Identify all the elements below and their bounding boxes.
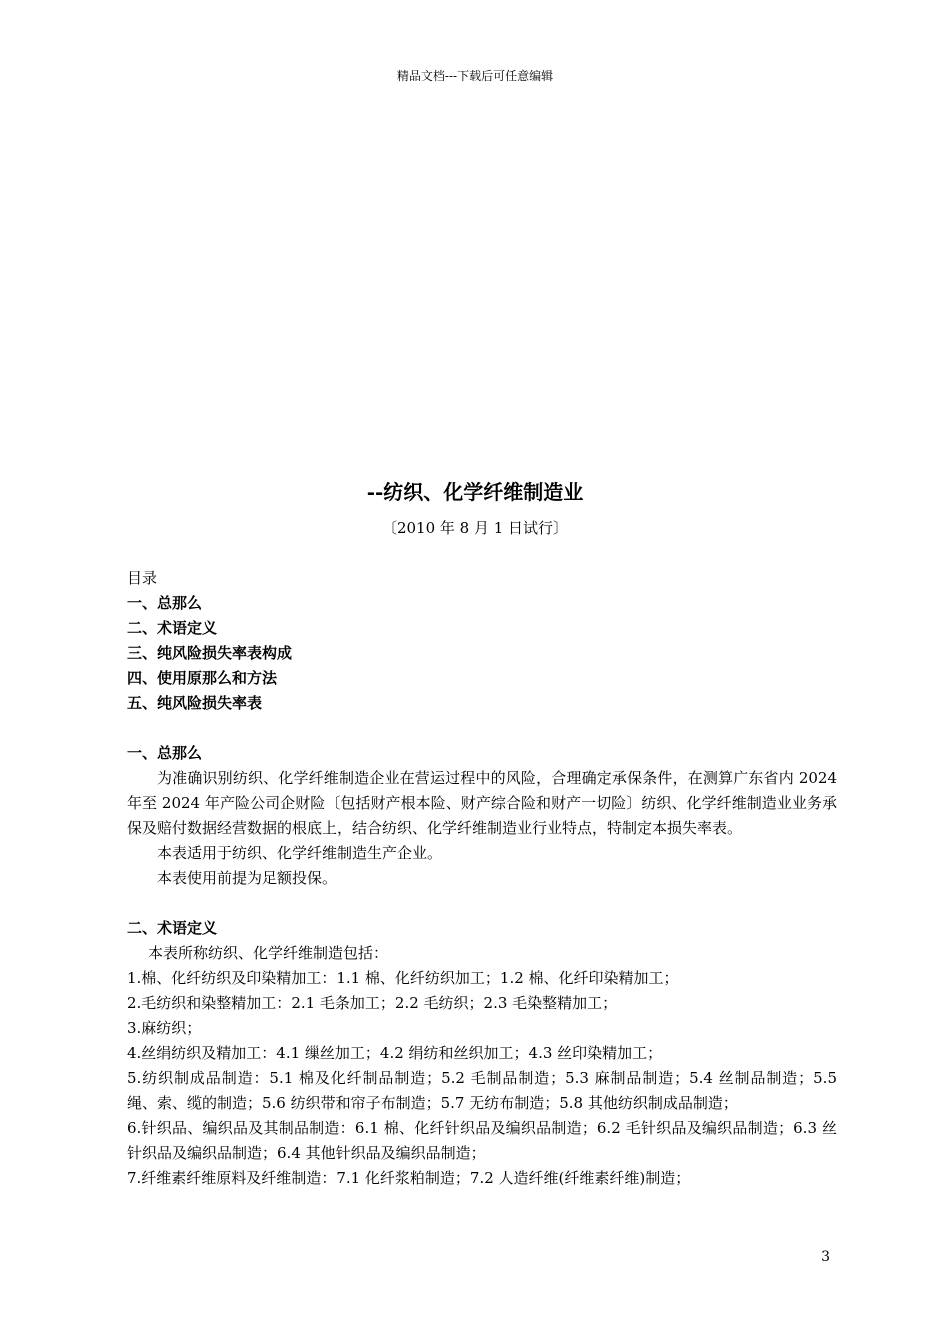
section-intro: 本表所称纺织、化学纤维制造包括： [148,944,389,962]
toc-item: 一、总那么 [127,594,203,612]
page-number: 3 [821,1249,830,1265]
table-of-contents [127,566,837,716]
definition-item: 1.棉、化纤纺织及印染精加工：1.1 棉、化纤纺织加工；1.2 棉、化纤印染精加工； [127,969,679,987]
definition-item: 4.丝绢纺织及精加工：4.1 缫丝加工；4.2 绢纺和丝织加工；4.3 丝印染精加工； [127,1044,663,1062]
definition-item: 5.纺织制成品制造：5.1 棉及化纤制品制造；5.2 毛制品制造；5.3 麻制品制造；5.4 丝制品制造；5.5 绳、索、缆的制造；5.6 纺织带和帘子布制造；5.7 无纺布制造；5.8 其他纺织制成品制造； [127,1069,837,1112]
section-heading: 二、术语定义 [127,919,218,937]
section-paragraph: 本表适用于纺织、化学纤维制造生产企业。 [157,844,443,862]
page-header-note: 精品文档---下载后可任意编辑 [396,69,554,83]
toc-item: 四、使用原那么和方法 [127,669,278,687]
toc-item: 五、纯风险损失率表 [127,694,263,712]
section-heading: 一、总那么 [127,744,203,762]
toc-item: 二、术语定义 [127,619,218,637]
definition-item: 2.毛纺织和染整精加工：2.1 毛条加工；2.2 毛纺织；2.3 毛染整精加工； [127,994,618,1012]
section-paragraph: 本表使用前提为足额投保。 [157,869,338,887]
spacer [127,716,837,741]
document-title: --纺织、化学纤维制造业 [366,480,584,504]
definition-item: 6.针织品、编织品及其制品制造：6.1 棉、化纤针织品及编织品制造；6.2 毛针织品及编织品制造；6.3 丝针织品及编织品制造；6.4 其他针织品及编织品制造； [127,1119,837,1162]
definition-item: 7.纤维素纤维原料及纤维制造：7.1 化纤浆粕制造；7.2 人造纤维(纤维素纤维)制造； [127,1169,691,1187]
document-body [127,566,837,1191]
section-definitions [127,916,837,1191]
toc-item: 三、纯风险损失率表构成 [127,644,293,662]
definition-item: 3.麻纺织； [127,1019,202,1037]
toc-label: 目录 [127,569,158,587]
section-paragraph: 为准确识别纺织、化学纤维制造企业在营运过程中的风险，合理确定承保条件，在测算广东省内 2024 年至 2024 年产险公司企财险〔包括财产根本险、财产综合险和财产一切险〕纺织、化学纤维制造业业务承保及赔付数据经营数据的根底上，结合纺织、化学纤维制造业行业特点，特制定本损失率表。 [127,769,837,837]
spacer [127,891,837,916]
document-subtitle: 〔2010 年 8 月 1 日试行〕 [381,519,569,537]
section-general [127,741,837,891]
